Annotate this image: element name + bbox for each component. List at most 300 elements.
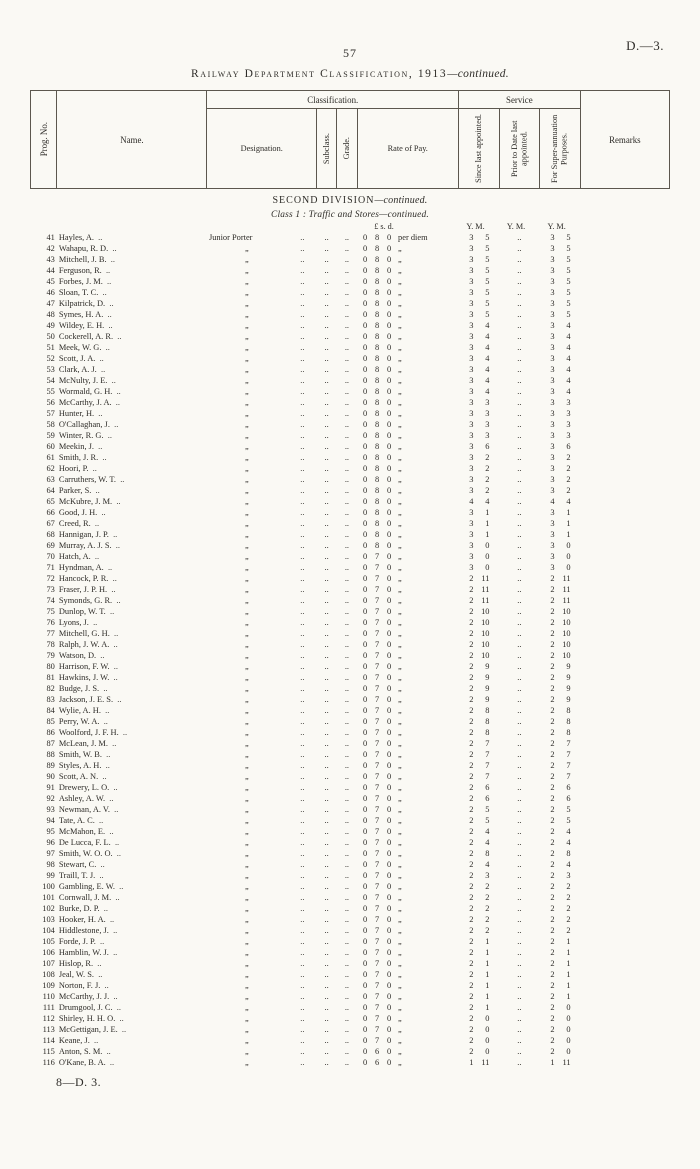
remarks-cell: [580, 870, 669, 881]
grade-cell: ..: [344, 409, 349, 418]
since-appointed-cell: 3 5: [469, 277, 490, 286]
subclass-cell: ..: [324, 365, 329, 374]
since-appointed-cell: 3 1: [469, 519, 490, 528]
rate-cell: 0 8 0 „: [362, 343, 402, 352]
table-row: [31, 551, 670, 562]
superannuation-cell: 3 3: [550, 431, 571, 440]
grade-cell: ..: [344, 794, 349, 803]
grade-cell: ..: [344, 1025, 349, 1034]
superannuation-cell: 3 0: [550, 541, 571, 550]
table-row: [31, 320, 670, 331]
remarks-cell: [580, 386, 669, 397]
grade-cell: ..: [344, 651, 349, 660]
grade-cell: ..: [344, 937, 349, 946]
grade-cell: ..: [344, 805, 349, 814]
designation-cell: „ ..: [244, 530, 305, 539]
rate-cell: 0 8 0 „: [362, 299, 402, 308]
designation-cell: „ ..: [244, 486, 305, 495]
grade-cell: ..: [344, 926, 349, 935]
grade-cell: ..: [344, 871, 349, 880]
rate-cell: 0 8 0 „: [362, 431, 402, 440]
table-row: [31, 595, 670, 606]
rate-cell: 0 7 0 „: [362, 992, 402, 1001]
prior-date-cell: ..: [517, 475, 522, 484]
prog-no-cell: 87: [46, 739, 55, 748]
subclass-cell: ..: [324, 288, 329, 297]
designation-cell: „ ..: [244, 728, 305, 737]
superannuation-cell: 3 3: [550, 420, 571, 429]
subclass-cell: ..: [324, 981, 329, 990]
prior-date-cell: ..: [517, 310, 522, 319]
designation-cell: „ ..: [244, 959, 305, 968]
prior-date-cell: ..: [517, 464, 522, 473]
prog-no-cell: 81: [46, 673, 55, 682]
prior-date-cell: ..: [517, 827, 522, 836]
subclass-cell: ..: [324, 255, 329, 264]
name-cell: Hawkins, J. W. ..: [58, 673, 118, 682]
table-row: [31, 793, 670, 804]
designation-cell: „ ..: [244, 739, 305, 748]
designation-cell: „ ..: [244, 277, 305, 286]
designation-cell: „ ..: [244, 849, 305, 858]
prog-no-cell: 79: [46, 651, 55, 660]
prior-date-cell: ..: [517, 651, 522, 660]
remarks-cell: [580, 771, 669, 782]
prior-date-cell: ..: [517, 728, 522, 737]
name-cell: Anton, S. M. ..: [58, 1047, 111, 1056]
name-cell: Hooker, H. A. ..: [58, 915, 115, 924]
prior-date-cell: ..: [517, 563, 522, 572]
grade-cell: ..: [344, 574, 349, 583]
grade-cell: ..: [344, 376, 349, 385]
grade-cell: ..: [344, 431, 349, 440]
rate-cell: 0 7 0 „: [362, 552, 402, 561]
table-body: [31, 189, 670, 1069]
table-row: [31, 606, 670, 617]
superannuation-cell: 2 5: [550, 805, 571, 814]
since-appointed-cell: 2 7: [469, 750, 490, 759]
prog-no-cell: 93: [46, 805, 55, 814]
grade-cell: ..: [344, 497, 349, 506]
rate-cell: 0 7 0 „: [362, 761, 402, 770]
since-appointed-cell: 2 3: [469, 871, 490, 880]
prior-date-cell: ..: [517, 750, 522, 759]
subclass-cell: ..: [324, 1036, 329, 1045]
subclass-cell: ..: [324, 827, 329, 836]
remarks-cell: [580, 1013, 669, 1024]
grade-cell: ..: [344, 332, 349, 341]
prior-date-cell: ..: [517, 882, 522, 891]
since-appointed-cell: 3 5: [469, 244, 490, 253]
designation-cell: „ ..: [244, 673, 305, 682]
superannuation-cell: 2 0: [550, 1003, 571, 1012]
table-row: [31, 584, 670, 595]
since-appointed-cell: 2 9: [469, 695, 490, 704]
table-row: [31, 760, 670, 771]
prior-date-cell: ..: [517, 717, 522, 726]
table-row: [31, 848, 670, 859]
grade-cell: ..: [344, 816, 349, 825]
rate-cell: 0 7 0 „: [362, 783, 402, 792]
name-cell: Symes, H. A. ..: [58, 310, 112, 319]
prior-date-cell: ..: [517, 893, 522, 902]
grade-cell: ..: [344, 673, 349, 682]
prior-date-cell: ..: [517, 607, 522, 616]
grade-cell: ..: [344, 464, 349, 473]
name-cell: Styles, A. H. ..: [58, 761, 110, 770]
rate-cell: 0 7 0 „: [362, 970, 402, 979]
designation-cell: „ ..: [244, 783, 305, 792]
grade-cell: ..: [344, 981, 349, 990]
grade-cell: ..: [344, 387, 349, 396]
prior-date-cell: ..: [517, 794, 522, 803]
since-appointed-cell: 2 10: [469, 618, 490, 627]
prog-no-cell: 49: [46, 321, 55, 330]
since-appointed-cell: 3 3: [469, 398, 490, 407]
table-row: [31, 617, 670, 628]
prog-no-cell: 52: [46, 354, 55, 363]
designation-cell: „ ..: [244, 629, 305, 638]
superannuation-cell: 3 0: [550, 552, 571, 561]
name-cell: Hyndman, A. ..: [58, 563, 113, 572]
since-appointed-cell: 2 11: [469, 596, 490, 605]
header-prog-no: Prog. No.: [31, 91, 57, 189]
superannuation-cell: 2 8: [550, 717, 571, 726]
rate-cell: 0 8 0 „: [362, 475, 402, 484]
prog-no-cell: 46: [46, 288, 55, 297]
designation-cell: „ ..: [244, 299, 305, 308]
subclass-cell: ..: [324, 354, 329, 363]
remarks-cell: [580, 1057, 669, 1068]
rate-cell: 0 7 0 „: [362, 948, 402, 957]
prog-no-cell: 99: [46, 871, 55, 880]
rate-cell: 0 8 0 „: [362, 365, 402, 374]
subclass-cell: ..: [324, 1047, 329, 1056]
prog-no-cell: 72: [46, 574, 55, 583]
name-cell: Smith, W. O. O. ..: [58, 849, 121, 858]
designation-cell: Junior Porter ..: [208, 233, 305, 242]
name-cell: Scott, A. N. ..: [58, 772, 107, 781]
designation-cell: „ ..: [244, 607, 305, 616]
subclass-cell: ..: [324, 959, 329, 968]
subclass-cell: ..: [324, 486, 329, 495]
rate-cell: 0 7 0 „: [362, 871, 402, 880]
prior-date-cell: ..: [517, 574, 522, 583]
rate-cell: 0 8 0 „: [362, 497, 402, 506]
designation-cell: „ ..: [244, 431, 305, 440]
since-appointed-cell: 3 4: [469, 354, 490, 363]
subclass-cell: ..: [324, 772, 329, 781]
rate-cell: 0 7 0 „: [362, 838, 402, 847]
designation-cell: „ ..: [244, 475, 305, 484]
since-appointed-cell: 3 5: [469, 299, 490, 308]
header-grade: Grade.: [337, 109, 357, 189]
grade-cell: ..: [344, 530, 349, 539]
designation-cell: „ ..: [244, 442, 305, 451]
prior-date-cell: ..: [517, 541, 522, 550]
name-cell: Hislop, R. ..: [58, 959, 102, 968]
grade-cell: ..: [344, 761, 349, 770]
grade-cell: ..: [344, 860, 349, 869]
name-cell: O'Callaghan, J. ..: [58, 420, 119, 429]
subclass-cell: ..: [324, 695, 329, 704]
prog-no-cell: 54: [46, 376, 55, 385]
section-heading: [31, 189, 670, 209]
remarks-cell: [580, 925, 669, 936]
since-appointed-cell: 4 4: [469, 497, 490, 506]
since-appointed-cell: 3 5: [469, 233, 490, 242]
prog-no-cell: 67: [46, 519, 55, 528]
subclass-cell: ..: [324, 387, 329, 396]
prog-no-cell: 107: [42, 959, 55, 968]
name-cell: Smith, J. R. ..: [58, 453, 107, 462]
name-cell: Wylie, A. H. ..: [58, 706, 110, 715]
subclass-cell: ..: [324, 1025, 329, 1034]
remarks-cell: [580, 397, 669, 408]
since-appointed-cell: 2 10: [469, 629, 490, 638]
designation-cell: „ ..: [244, 266, 305, 275]
prog-no-cell: 114: [42, 1036, 55, 1045]
prior-date-cell: ..: [517, 365, 522, 374]
remarks-cell: [580, 298, 669, 309]
header-remarks: Remarks: [580, 91, 669, 189]
prior-date-cell: ..: [517, 915, 522, 924]
subclass-cell: ..: [324, 838, 329, 847]
subclass-cell: ..: [324, 310, 329, 319]
table-row: [31, 716, 670, 727]
prog-no-cell: 89: [46, 761, 55, 770]
designation-cell: „ ..: [244, 420, 305, 429]
designation-cell: „ ..: [244, 794, 305, 803]
designation-cell: „ ..: [244, 1014, 305, 1023]
name-cell: Hancock, P. R. ..: [58, 574, 117, 583]
since-appointed-cell: 2 1: [469, 1003, 490, 1012]
designation-cell: „ ..: [244, 618, 305, 627]
prior-date-cell: ..: [517, 783, 522, 792]
grade-cell: ..: [344, 541, 349, 550]
remarks-cell: [580, 540, 669, 551]
superannuation-cell: 3 5: [550, 255, 571, 264]
name-cell: Ralph, J. W. A. ..: [58, 640, 118, 649]
subclass-cell: ..: [324, 398, 329, 407]
table-row: [31, 1046, 670, 1057]
table-row: [31, 837, 670, 848]
superannuation-cell: 2 7: [550, 750, 571, 759]
remarks-cell: [580, 1002, 669, 1013]
designation-cell: „ ..: [244, 552, 305, 561]
subclass-cell: ..: [324, 453, 329, 462]
grade-cell: ..: [344, 1047, 349, 1056]
superannuation-cell: 2 10: [550, 618, 571, 627]
remarks-cell: [580, 804, 669, 815]
name-cell: Winter, R. G. ..: [58, 431, 112, 440]
prior-date-cell: ..: [517, 453, 522, 462]
subclass-cell: ..: [324, 728, 329, 737]
remarks-cell: [580, 727, 669, 738]
prog-no-cell: 70: [46, 552, 55, 561]
name-cell: Norton, F. J. ..: [58, 981, 109, 990]
table-row: [31, 1002, 670, 1013]
prog-no-cell: 109: [42, 981, 55, 990]
remarks-cell: [580, 980, 669, 991]
designation-cell: „ ..: [244, 816, 305, 825]
superannuation-cell: 2 2: [550, 926, 571, 935]
grade-cell: ..: [344, 739, 349, 748]
units-ym-since: Y. M.: [466, 222, 485, 231]
since-appointed-cell: 2 8: [469, 728, 490, 737]
subclass-cell: ..: [324, 948, 329, 957]
units-money-cell: [357, 221, 458, 232]
prog-no-cell: 75: [46, 607, 55, 616]
header-name: Name.: [57, 91, 207, 189]
table-row: [31, 1024, 670, 1035]
table-row: [31, 859, 670, 870]
designation-cell: „ ..: [244, 574, 305, 583]
rate-cell: 0 8 0 „: [362, 541, 402, 550]
name-cell: Murray, A. J. S. ..: [58, 541, 120, 550]
since-appointed-cell: 2 11: [469, 585, 490, 594]
name-cell: McMahon, E. ..: [58, 827, 114, 836]
name-cell: Lyons, J. ..: [58, 618, 98, 627]
superannuation-cell: 2 6: [550, 783, 571, 792]
grade-cell: ..: [344, 948, 349, 957]
table-row: [31, 991, 670, 1002]
designation-cell: „ ..: [244, 585, 305, 594]
grade-cell: ..: [344, 992, 349, 1001]
table-row: [31, 958, 670, 969]
prog-no-cell: 43: [46, 255, 55, 264]
rate-cell: 0 8 0 „: [362, 255, 402, 264]
since-appointed-cell: 2 0: [469, 1014, 490, 1023]
designation-cell: „ ..: [244, 915, 305, 924]
since-appointed-cell: 2 0: [469, 1047, 490, 1056]
since-appointed-cell: 2 9: [469, 662, 490, 671]
subclass-cell: ..: [324, 244, 329, 253]
since-appointed-cell: 2 5: [469, 805, 490, 814]
superannuation-cell: 2 5: [550, 816, 571, 825]
subclass-cell: ..: [324, 530, 329, 539]
table-row: [31, 650, 670, 661]
rate-cell: 0 7 0 „: [362, 849, 402, 858]
units-ym-super: Y. M.: [547, 222, 566, 231]
since-appointed-cell: 2 2: [469, 904, 490, 913]
grade-cell: ..: [344, 563, 349, 572]
table-row: [31, 298, 670, 309]
table-row: [31, 705, 670, 716]
designation-cell: „ ..: [244, 596, 305, 605]
grade-cell: ..: [344, 420, 349, 429]
subclass-cell: ..: [324, 893, 329, 902]
name-cell: McCarthy, J. A. ..: [58, 398, 120, 407]
name-cell: Sloan, T. C. ..: [58, 288, 107, 297]
grade-cell: ..: [344, 596, 349, 605]
name-cell: Kilpatrick, D. ..: [58, 299, 114, 308]
remarks-cell: [580, 353, 669, 364]
remarks-cell: [580, 837, 669, 848]
superannuation-cell: 2 9: [550, 662, 571, 671]
name-cell: Budge, J. S. ..: [58, 684, 108, 693]
since-appointed-cell: 2 7: [469, 772, 490, 781]
prior-date-cell: ..: [517, 926, 522, 935]
prior-date-cell: ..: [517, 937, 522, 946]
subclass-cell: ..: [324, 541, 329, 550]
designation-cell: „ ..: [244, 376, 305, 385]
remarks-cell: [580, 452, 669, 463]
subclass-cell: ..: [324, 816, 329, 825]
table-row: [31, 353, 670, 364]
name-cell: Jeal, W. S. ..: [58, 970, 103, 979]
name-cell: Keane, J. ..: [58, 1036, 99, 1045]
prog-no-cell: 55: [46, 387, 55, 396]
prior-date-cell: ..: [517, 585, 522, 594]
grade-cell: ..: [344, 629, 349, 638]
remarks-cell: [580, 749, 669, 760]
remarks-cell: [580, 518, 669, 529]
remarks-cell: [580, 485, 669, 496]
since-appointed-cell: 2 1: [469, 959, 490, 968]
name-cell: Forde, J. P. ..: [58, 937, 105, 946]
rate-cell: 0 8 0 „: [362, 486, 402, 495]
designation-cell: „ ..: [244, 244, 305, 253]
superannuation-cell: 2 9: [550, 684, 571, 693]
page-header: [30, 34, 670, 62]
prog-no-cell: 88: [46, 750, 55, 759]
designation-cell: „ ..: [244, 354, 305, 363]
class-heading-row: [31, 208, 670, 221]
rate-cell: 0 7 0 „: [362, 1003, 402, 1012]
designation-cell: „ ..: [244, 662, 305, 671]
designation-cell: „ ..: [244, 640, 305, 649]
grade-cell: ..: [344, 365, 349, 374]
prior-date-cell: ..: [517, 706, 522, 715]
superannuation-cell: 3 5: [550, 288, 571, 297]
remarks-cell: [580, 463, 669, 474]
grade-cell: ..: [344, 959, 349, 968]
subclass-cell: ..: [324, 882, 329, 891]
since-appointed-cell: 3 3: [469, 431, 490, 440]
table-row: [31, 881, 670, 892]
designation-cell: „ ..: [244, 860, 305, 869]
prior-date-cell: ..: [517, 1058, 522, 1067]
remarks-cell: [580, 991, 669, 1002]
prog-no-cell: 82: [46, 684, 55, 693]
since-appointed-cell: 2 2: [469, 915, 490, 924]
grade-cell: ..: [344, 750, 349, 759]
subclass-cell: ..: [324, 596, 329, 605]
subclass-cell: ..: [324, 970, 329, 979]
remarks-cell: [580, 903, 669, 914]
superannuation-cell: 2 10: [550, 651, 571, 660]
prior-date-cell: ..: [517, 970, 522, 979]
designation-cell: „ ..: [244, 508, 305, 517]
remarks-cell: [580, 364, 669, 375]
rate-cell: 0 7 0 „: [362, 673, 402, 682]
superannuation-cell: 2 7: [550, 761, 571, 770]
superannuation-cell: 2 1: [550, 937, 571, 946]
name-cell: McCarthy, J. J. ..: [58, 992, 118, 1001]
grade-cell: ..: [344, 849, 349, 858]
grade-cell: ..: [344, 695, 349, 704]
designation-cell: „ ..: [244, 1003, 305, 1012]
header-rate-of-pay: Rate of Pay.: [357, 109, 458, 189]
rate-cell: 0 8 0 „: [362, 420, 402, 429]
prior-date-cell: ..: [517, 420, 522, 429]
since-appointed-cell: 3 1: [469, 508, 490, 517]
rate-cell: 0 8 0 „: [362, 354, 402, 363]
grade-cell: ..: [344, 882, 349, 891]
prog-no-cell: 53: [46, 365, 55, 374]
remarks-cell: [580, 507, 669, 518]
